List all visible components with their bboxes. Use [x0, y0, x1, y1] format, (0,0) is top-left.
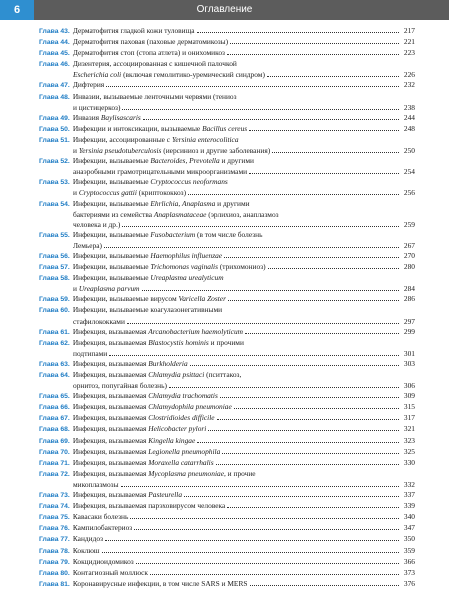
dot-leader	[169, 381, 399, 388]
toc-entry[interactable]	[39, 447, 415, 458]
chapter-title-line: Дерматофития гладкой кожи туловища	[72, 26, 195, 35]
dot-leader	[122, 103, 399, 110]
chapter-title-line: Инфекция, вызываемая Chlamydia psittaci (пситтакоз,	[72, 370, 242, 379]
chapter-title-line: Кавасаки болезнь	[72, 512, 129, 522]
chapter-title-line: Escherichia coli (включая гемолитико-уремический синдром)	[73, 70, 265, 80]
dot-leader	[104, 241, 399, 248]
chapter-title-line: Инфекции, вызываемые Fusobacterium (в том числе болезнь	[72, 229, 263, 239]
chapter-title-line: Инфекция, вызываемая Pasteurella	[72, 490, 183, 500]
toc-entry[interactable]	[39, 490, 415, 501]
dot-leader	[267, 70, 399, 77]
dot-leader	[109, 349, 399, 356]
page-ref: 232	[403, 80, 415, 90]
toc-entry[interactable]	[39, 251, 415, 262]
dot-leader	[224, 251, 399, 258]
chapter-label: Глава 68.	[39, 426, 70, 434]
toc-entry[interactable]	[39, 92, 415, 113]
toc-entry[interactable]	[39, 199, 415, 230]
chapter-label: Глава 80.	[39, 569, 70, 577]
page-ref: 226	[403, 70, 415, 80]
page-ref: 270	[403, 250, 415, 260]
chapter-label: Глава 75.	[39, 514, 70, 522]
toc-entry[interactable]	[39, 262, 415, 273]
dot-leader	[127, 317, 399, 324]
toc-entry[interactable]	[39, 579, 415, 590]
chapter-label: Глава 63.	[39, 360, 70, 368]
toc-entry[interactable]	[39, 512, 415, 523]
toc-entry[interactable]	[39, 156, 415, 177]
chapter-title-line: Инфекции, вызываемые Ureaplasma urealyticum	[72, 273, 224, 283]
toc-entry[interactable]	[39, 413, 415, 424]
dot-leader	[234, 402, 399, 409]
toc-entry[interactable]	[39, 80, 415, 91]
page-ref: 248	[403, 123, 415, 133]
toc-entry[interactable]	[39, 177, 415, 198]
dot-leader	[272, 146, 399, 153]
dot-leader	[142, 284, 399, 291]
toc-entry[interactable]	[39, 370, 415, 391]
chapter-title-line: Кампилобактериоз	[72, 523, 133, 533]
chapter-title-line: Коронавирусные инфекции, в том числе SARS и MERS	[72, 578, 248, 588]
dot-leader	[122, 220, 399, 227]
chapter-label: Глава 67.	[39, 415, 70, 423]
chapter-label: Глава 47.	[39, 82, 70, 90]
dot-leader	[268, 262, 399, 269]
dot-leader	[227, 48, 399, 55]
dot-leader	[249, 167, 399, 174]
dot-leader	[102, 546, 399, 553]
dot-leader	[150, 568, 399, 575]
chapter-title-line: Инфекция, вызываемая Kingella kingae	[72, 435, 196, 445]
toc-entry[interactable]	[39, 501, 415, 512]
chapter-label: Глава 56.	[39, 252, 70, 260]
chapter-title-line: бактериями из семейства Anaplasmataceae (эрлихиоз, анаплазмоз	[73, 209, 279, 219]
chapter-title-line: Инфекция, вызываемая Mycoplasma pneumoniae, и прочие	[72, 468, 256, 478]
page-ref: 376	[403, 578, 415, 588]
page-ref: 366	[403, 556, 415, 566]
chapter-title-line: Инвазия Baylisascaris	[72, 112, 141, 122]
page-ref: 217	[403, 26, 415, 35]
page-ref: 238	[403, 102, 415, 112]
dot-leader	[250, 579, 400, 586]
dot-leader	[134, 523, 399, 530]
page-ref: 306	[403, 381, 415, 391]
page-ref: 337	[403, 490, 415, 500]
page-ref: 339	[403, 501, 415, 511]
dot-leader	[190, 359, 399, 366]
chapter-label: Глава 53.	[39, 179, 70, 187]
chapter-label: Глава 50.	[39, 125, 70, 133]
chapter-title-line: Инфекция, вызываемая парэховирусом человека	[72, 501, 226, 511]
page-ref: 256	[403, 188, 415, 198]
toc-entry[interactable]	[39, 37, 415, 48]
chapter-title-line: Кандидоз	[72, 534, 103, 544]
page-ref: 332	[403, 479, 415, 489]
chapter-title-line: и Yersinia pseudotuberculosis (иерсиниоз и другие заболевания)	[73, 146, 271, 156]
chapter-label: Глава 54.	[39, 200, 70, 208]
page-ref: 254	[403, 167, 415, 177]
chapter-title-line: и Ureaplasma parvum	[73, 284, 140, 294]
page-ref: 317	[403, 413, 415, 423]
chapter-title-line: Инфекции, вызываемые вирусом Varicella Zoster	[72, 294, 226, 304]
dot-leader	[105, 534, 399, 541]
page-ref: 347	[403, 523, 415, 533]
page-ref: 223	[403, 48, 415, 58]
page-ref: 250	[403, 146, 415, 156]
toc-entry[interactable]	[39, 124, 415, 135]
dot-leader	[197, 26, 399, 33]
page-header	[0, 0, 449, 20]
toc-entry[interactable]	[39, 359, 415, 370]
chapter-title-line: Инфекция, вызываемая Legionella pneumophila	[72, 446, 221, 456]
dot-leader	[217, 413, 399, 420]
chapter-title-line: человека и др.)	[73, 219, 121, 229]
toc-entry[interactable]	[39, 48, 415, 59]
dot-leader	[220, 391, 399, 398]
page-ref: 309	[403, 391, 415, 401]
chapter-label: Глава 57.	[39, 264, 70, 272]
toc-entry[interactable]	[39, 135, 415, 156]
toc-entry[interactable]	[39, 523, 415, 534]
chapter-title-line: и Cryptococcus gattii (криптококкоз)	[73, 188, 187, 198]
toc-entry[interactable]	[39, 113, 415, 124]
page-ref: 350	[403, 534, 415, 544]
chapter-label: Глава 43.	[39, 28, 70, 35]
dot-leader	[106, 80, 399, 87]
chapter-label: Глава 46.	[39, 61, 70, 69]
page-number: 6	[0, 0, 34, 20]
chapter-label: Глава 55.	[39, 231, 70, 239]
dot-leader	[222, 447, 399, 454]
page-ref: 286	[403, 294, 415, 304]
page-ref: 221	[403, 37, 415, 47]
toc-entry[interactable]	[39, 59, 415, 80]
toc-entry[interactable]	[39, 534, 415, 545]
page-ref: 244	[403, 112, 415, 122]
chapter-label: Глава 61.	[39, 328, 70, 336]
dot-leader	[197, 436, 399, 443]
chapter-label: Глава 71.	[39, 459, 70, 467]
chapter-label: Глава 77.	[39, 536, 70, 544]
chapter-label: Глава 49.	[39, 114, 70, 122]
chapter-label: Глава 59.	[39, 296, 70, 304]
page-ref: 267	[403, 240, 415, 250]
dot-leader	[245, 327, 399, 334]
chapter-title-line: Дерматофития стоп (стопа атлета) и онихомикоз	[72, 48, 225, 58]
chapter-label: Глава 72.	[39, 470, 70, 478]
page-ref: 340	[403, 512, 415, 522]
chapter-title-line: Инфекции, вызываемые Haemophilus influenzae	[72, 250, 223, 260]
dot-leader	[216, 458, 399, 465]
dot-leader	[184, 490, 399, 497]
page-ref: 301	[403, 348, 415, 358]
chapter-title-line: Инфекция, вызываемая Helicobacter pylori	[72, 424, 207, 434]
dot-leader	[208, 424, 399, 431]
chapter-title-line: Коклюш	[72, 545, 100, 555]
chapter-title-line: Лемьера)	[73, 240, 103, 250]
chapter-title-line: Кокцидиоидомикоз	[72, 556, 134, 566]
chapter-title-line: Инфекции, вызываемые Ehrlichia, Anaplasma и другими	[72, 198, 250, 208]
page-ref: 315	[403, 402, 415, 412]
dot-leader	[188, 188, 399, 195]
chapter-title-line: Дифтерия	[72, 80, 105, 90]
chapter-title-line: Инфекция, вызываемая Moraxella catarrhalis	[72, 457, 214, 467]
chapter-title-line: Инфекции, вызываемые Bacteroides, Prevotella и другими	[72, 156, 254, 166]
chapter-title-line: Инвазии, вызываемые ленточными червями (тениоз	[72, 91, 237, 101]
page-ref: 321	[403, 424, 415, 434]
page-ref: 359	[403, 545, 415, 555]
toc-entry[interactable]	[39, 424, 415, 435]
chapter-label: Глава 44.	[39, 39, 70, 47]
page-ref: 303	[403, 358, 415, 368]
chapter-label: Глава 45.	[39, 50, 70, 58]
toc-entry[interactable]	[39, 568, 415, 579]
dot-leader	[121, 480, 399, 487]
chapter-label: Глава 66.	[39, 404, 70, 412]
page-ref: 259	[403, 219, 415, 229]
page-ref: 330	[403, 457, 415, 467]
page-title: Оглавление	[196, 4, 253, 15]
dot-leader	[249, 124, 399, 131]
toc-entry[interactable]	[39, 469, 415, 490]
chapter-label: Глава 62.	[39, 339, 70, 347]
dot-leader	[230, 37, 399, 44]
chapter-title-line: Инфекции, вызываемые коагулазонегативными	[72, 305, 223, 315]
toc-entry[interactable]	[39, 436, 415, 447]
toc-entry[interactable]	[39, 273, 415, 294]
chapter-label: Глава 52.	[39, 158, 70, 166]
dot-leader	[228, 294, 399, 301]
chapter-title-line: Инфекции, ассоциированные с Yersinia enterocolitica	[72, 134, 239, 144]
toc-entry[interactable]	[39, 305, 415, 326]
chapter-title-line: анаэробными грамотрицательными микроорганизмами	[73, 167, 248, 177]
chapter-title-line: Инфекция, вызываемая Arcanobacterium haemolyticum	[72, 326, 243, 336]
chapter-title-line: Инфекции, вызываемые Trichomonas vaginalis (трихомониоз)	[72, 262, 266, 272]
chapter-label: Глава 76.	[39, 525, 70, 533]
page-ref: 325	[403, 446, 415, 456]
chapter-title-line: орнитоз, попугайная болезнь)	[73, 381, 167, 391]
dot-leader	[130, 512, 399, 519]
chapter-label: Глава 81.	[39, 580, 70, 588]
chapter-title-line: Контагиозный моллюск	[72, 567, 149, 577]
page-ref: 373	[403, 567, 415, 577]
chapter-label: Глава 74.	[39, 503, 70, 511]
chapter-title-line: стафилококками	[73, 316, 125, 326]
page-ref: 323	[403, 435, 415, 445]
dot-leader	[143, 113, 399, 120]
chapter-label: Глава 64.	[39, 372, 70, 379]
chapter-title-line: Дизентерия, ассоциированная с кишечной палочкой	[72, 59, 237, 69]
chapter-title-line: и цистицеркоз)	[73, 102, 121, 112]
page-ref: 284	[403, 284, 415, 294]
toc-entry[interactable]	[39, 391, 415, 402]
chapter-title-line: Инфекции, вызываемые Cryptococcus neoformans	[72, 177, 228, 187]
dot-leader	[227, 501, 399, 508]
chapter-title-line: подтипами	[73, 348, 108, 358]
chapter-title-line: Инфекция, вызываемая Chlamydophila pneumoniae	[72, 402, 232, 412]
chapter-label: Глава 69.	[39, 437, 70, 445]
chapter-label: Глава 79.	[39, 558, 70, 566]
chapter-title-line: Дерматофития паховая (паховые дерматомикозы)	[72, 37, 229, 47]
toc-entry[interactable]	[39, 546, 415, 557]
chapter-label: Глава 70.	[39, 448, 70, 456]
chapter-title-line: Инфекции и интоксикации, вызываемые Bacillus cereus	[72, 123, 248, 133]
toc-entry[interactable]	[39, 26, 415, 37]
toc-entry[interactable]	[39, 230, 415, 251]
chapter-label: Глава 65.	[39, 393, 70, 401]
dot-leader	[136, 557, 399, 564]
chapter-label: Глава 48.	[39, 93, 70, 101]
chapter-label: Глава 51.	[39, 136, 70, 144]
toc-entry[interactable]	[39, 327, 415, 338]
chapter-label: Глава 78.	[39, 547, 70, 555]
toc-entry[interactable]	[39, 557, 415, 568]
page-ref: 297	[403, 316, 415, 326]
chapter-title-line: Инфекция, вызываемая Clostridioides difficile	[72, 413, 215, 423]
toc-entry[interactable]	[39, 338, 415, 359]
chapter-label: Глава 58.	[39, 275, 70, 283]
toc-entry[interactable]	[39, 458, 415, 469]
page-ref: 299	[403, 326, 415, 336]
page-ref: 280	[403, 262, 415, 272]
chapter-title-line: Инфекция, вызываемая Chlamydia trachomatis	[72, 391, 218, 401]
chapter-label: Глава 60.	[39, 307, 70, 315]
toc-entry[interactable]	[39, 402, 415, 413]
chapter-title-line: Инфекция, вызываемая Blastocystis hominis и прочими	[72, 337, 244, 347]
toc-entry[interactable]	[39, 294, 415, 305]
table-of-contents	[39, 26, 415, 590]
chapter-label: Глава 73.	[39, 492, 70, 500]
chapter-title-line: микоплазмозы	[73, 479, 119, 489]
chapter-title-line: Инфекция, вызываемая Burkholderia	[72, 358, 188, 368]
